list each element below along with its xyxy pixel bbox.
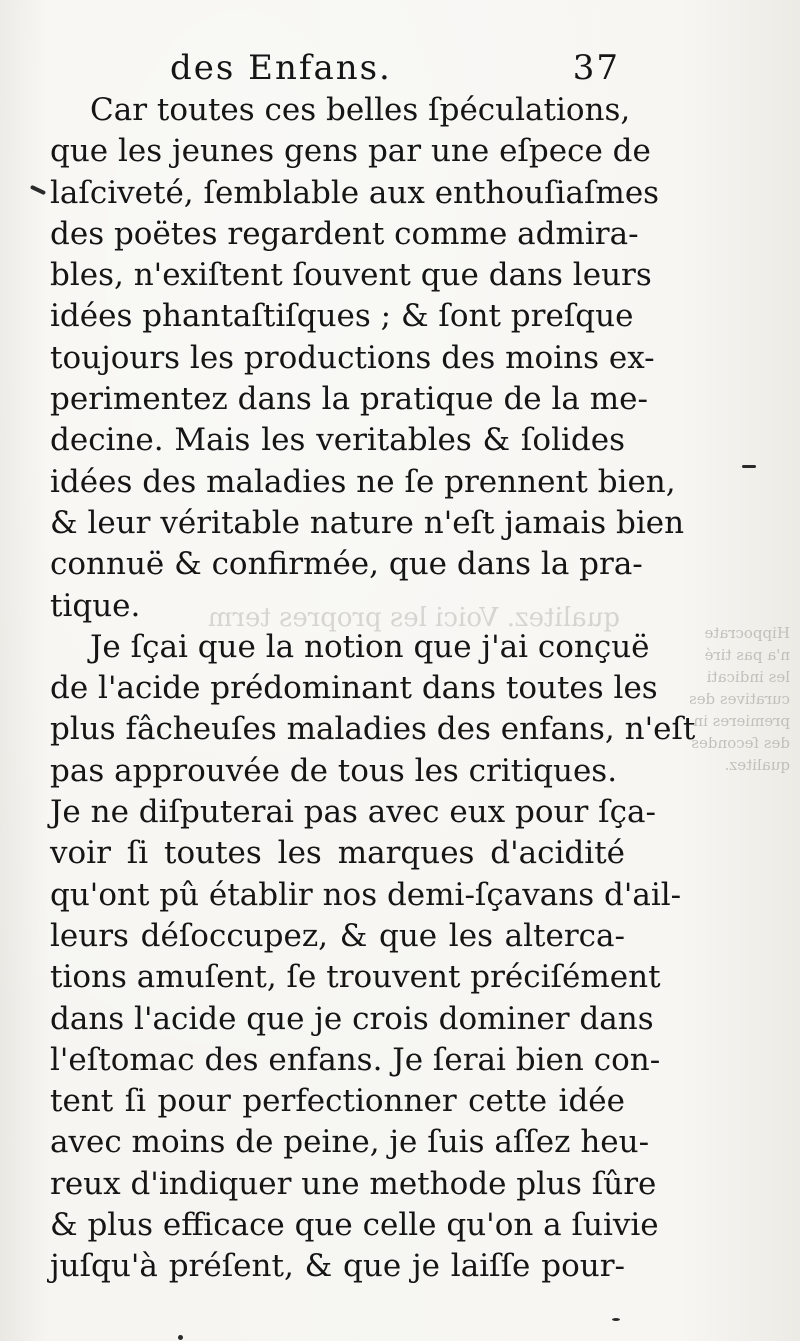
text-line: pas approuvée de tous les critiques. bbox=[50, 752, 618, 789]
text-line: idées des maladies ne ſe prennent bien, bbox=[50, 463, 676, 500]
margin-note-line: les indicati bbox=[706, 668, 790, 686]
text-line: Car toutes ces belles ſpéculations, bbox=[90, 92, 631, 128]
text-line: Je ſçai que la notion que j'ai conçuë bbox=[90, 628, 650, 665]
running-head bbox=[170, 48, 630, 88]
text-line: voir ſi toutes les marques d'acidité bbox=[50, 835, 625, 872]
text-line: l'eſtomac des enfans. Je ſerai bien con- bbox=[50, 1041, 661, 1078]
ink-speck bbox=[178, 1335, 183, 1340]
body-text bbox=[50, 90, 696, 1288]
text-line: perimentez dans la pratique de la me- bbox=[50, 381, 648, 418]
ink-speck bbox=[742, 465, 756, 468]
text-line: avec moins de peine, je ſuis aſſez heu- bbox=[50, 1124, 650, 1161]
margin-note-line: des ſecondes bbox=[691, 734, 790, 752]
text-line: tions amuſent, ſe trouvent préciſément bbox=[50, 959, 661, 996]
text-line: decine. Mais les veritables & ſolides bbox=[50, 422, 625, 459]
text-line: connuë & confirmée, que dans la pra- bbox=[50, 546, 643, 583]
margin-note-line: premieres in bbox=[693, 712, 790, 730]
bleed-through-margin-note bbox=[640, 622, 790, 776]
text-line: idées phantaſtiſques ; & ſont preſque bbox=[50, 298, 634, 335]
text-line: qu'ont pû établir nos demi-ſçavans d'ail- bbox=[50, 876, 682, 913]
ink-speck bbox=[612, 1318, 620, 1321]
text-line: que les jeunes gens par une eſpece de bbox=[50, 133, 651, 170]
margin-note-line: qualitez. bbox=[724, 756, 790, 774]
text-line: & leur véritable nature n'eſt jamais bien bbox=[50, 504, 685, 541]
bleed-through-text: qualitez. Voici les propres term bbox=[207, 603, 620, 633]
running-head-title: des Enfans. bbox=[170, 48, 392, 88]
page-number: 37 bbox=[572, 48, 620, 88]
text-line: dans l'acide que je crois dominer dans bbox=[50, 1000, 654, 1037]
text-line: plus fâcheuſes maladies des enfans, n'eſt bbox=[50, 711, 696, 748]
text-line: bles, n'exiſtent ſouvent que dans leurs bbox=[50, 257, 652, 294]
text-line: tique. bbox=[50, 587, 141, 624]
text-line: des poëtes regardent comme admira- bbox=[50, 215, 639, 252]
text-line: Je ne diſputerai pas avec eux pour ſça- bbox=[50, 794, 656, 831]
text-line: toujours les productions des moins ex- bbox=[50, 339, 655, 376]
text-line: & plus efficace que celle qu'on a ſuivie bbox=[50, 1207, 659, 1244]
ink-speck bbox=[30, 185, 46, 195]
text-line: reux d'indiquer une methode plus ſûre bbox=[50, 1165, 657, 1202]
text-line: tent ſi pour perfectionner cette idée bbox=[50, 1083, 625, 1120]
margin-note-line: n'a pas tiré bbox=[704, 646, 790, 664]
margin-note-line: curatives des bbox=[689, 690, 790, 708]
margin-note-line: Hippocrate bbox=[704, 624, 790, 642]
text-line: laſciveté, ſemblable aux enthouſiaſmes bbox=[50, 174, 660, 211]
text-line: de l'acide prédominant dans toutes les bbox=[50, 670, 658, 707]
text-line: juſqu'à préſent, & que je laiſſe pour- bbox=[50, 1248, 625, 1285]
text-line: leurs déſoccupez, & que les alterca- bbox=[50, 917, 625, 954]
